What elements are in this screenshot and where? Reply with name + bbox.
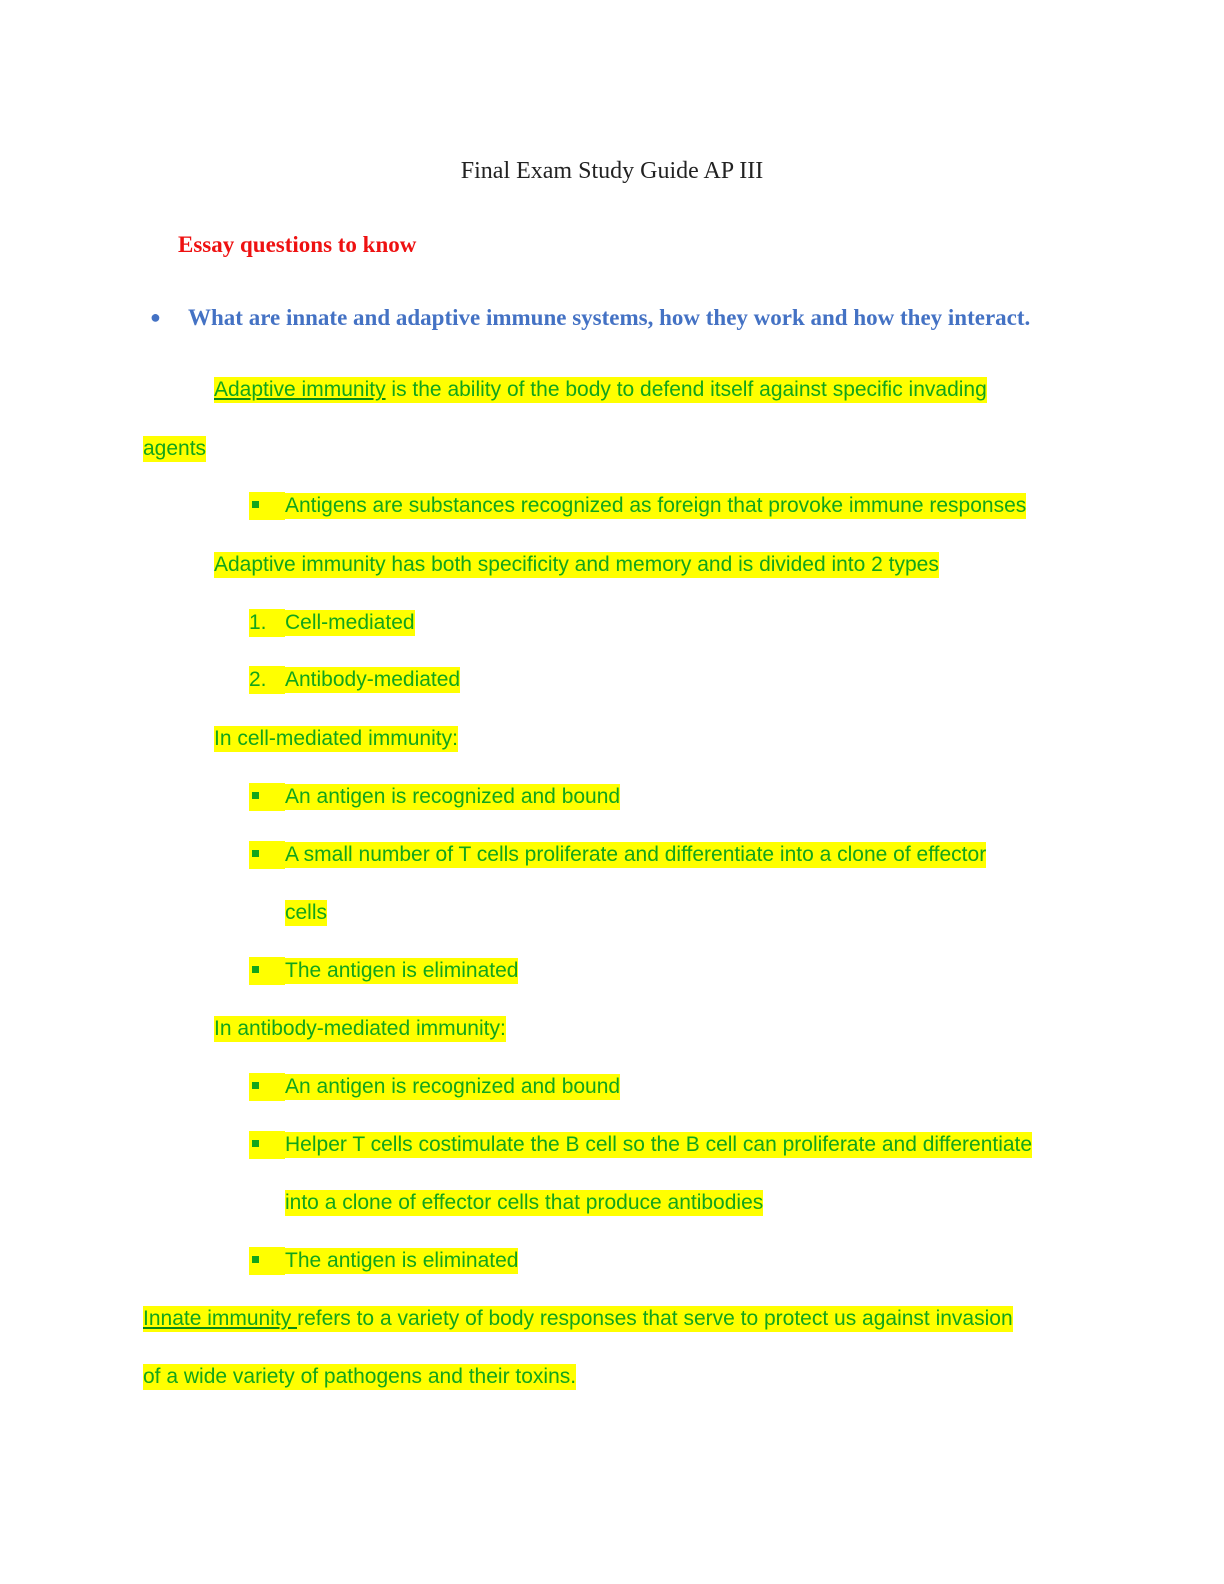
cell-mediated-heading: [214, 725, 458, 753]
list-item-text: An antigen is recognized and bound: [285, 1075, 621, 1098]
adaptive-definition-continued: agents: [143, 437, 207, 460]
antigens-text: Antigens are substances recognized as foreign that provoke immune responses: [285, 494, 1027, 517]
question-text: What are innate and adaptive immune systems, how they work and how they interact.: [188, 305, 1031, 330]
adaptive-types-text: Adaptive immunity has both specificity and memory and is divided into 2 types: [214, 553, 939, 576]
number-marker: 1.: [249, 609, 285, 637]
list-item-text: A small number of T cells proliferate and differentiate into a clone of effector: [285, 843, 987, 866]
antibody-mediated-item-2-continued: [285, 1189, 763, 1217]
antibody-mediated-item-2: [249, 1131, 1032, 1159]
cell-mediated-item-2: [249, 841, 986, 869]
square-bullet-icon: [249, 783, 285, 811]
bullet-icon: ●: [150, 307, 161, 327]
innate-definition-text: refers to a variety of body responses that serve to protect us against invasion: [297, 1307, 1013, 1330]
number-marker: 2.: [249, 666, 285, 694]
adaptive-definition-line-1: [214, 376, 987, 404]
cell-mediated-item-3: [249, 957, 518, 985]
list-item-text: The antigen is eliminated: [285, 959, 519, 982]
type-item-text: Antibody-mediated: [285, 668, 461, 691]
antibody-mediated-heading-text: In antibody-mediated immunity:: [214, 1017, 506, 1040]
cell-mediated-item-2-continued: [285, 899, 327, 927]
antigens-bullet-item: [249, 492, 1026, 520]
list-item-text: The antigen is eliminated: [285, 1249, 519, 1272]
list-item-text: Helper T cells costimulate the B cell so the B cell can proliferate and differentiate: [285, 1133, 1033, 1156]
section-heading: Essay questions to know: [178, 232, 417, 257]
square-bullet-icon: [249, 492, 285, 520]
square-bullet-icon: [249, 1247, 285, 1275]
innate-definition-continued: of a wide variety of pathogens and their toxins.: [143, 1365, 577, 1388]
square-bullet-icon: [249, 1131, 285, 1159]
square-bullet-icon: [249, 957, 285, 985]
cell-mediated-item-1: [249, 783, 620, 811]
square-bullet-icon: [249, 1073, 285, 1101]
antibody-mediated-item-3: [249, 1247, 518, 1275]
innate-definition-line-2: [143, 1363, 576, 1391]
antibody-mediated-item-1: [249, 1073, 620, 1101]
document-title: Final Exam Study Guide AP III: [460, 158, 764, 184]
type-item-2: [249, 666, 460, 694]
innate-immunity-term: Innate immunity: [143, 1307, 298, 1330]
adaptive-types-intro: [214, 551, 939, 579]
list-item-text: cells: [285, 901, 328, 924]
square-bullet-icon: [249, 841, 285, 869]
list-item-text: into a clone of effector cells that produce antibodies: [285, 1191, 764, 1214]
innate-definition-line-1: [143, 1305, 1013, 1333]
essay-question: [150, 305, 1030, 331]
antibody-mediated-heading: [214, 1015, 506, 1043]
type-item-1: [249, 609, 415, 637]
adaptive-definition-line-2: [143, 435, 206, 463]
cell-mediated-heading-text: In cell-mediated immunity:: [214, 727, 458, 750]
adaptive-immunity-term: Adaptive immunity: [214, 378, 386, 401]
adaptive-definition-text: is the ability of the body to defend itself against specific invading: [385, 378, 987, 401]
list-item-text: An antigen is recognized and bound: [285, 785, 621, 808]
type-item-text: Cell-mediated: [285, 611, 415, 634]
